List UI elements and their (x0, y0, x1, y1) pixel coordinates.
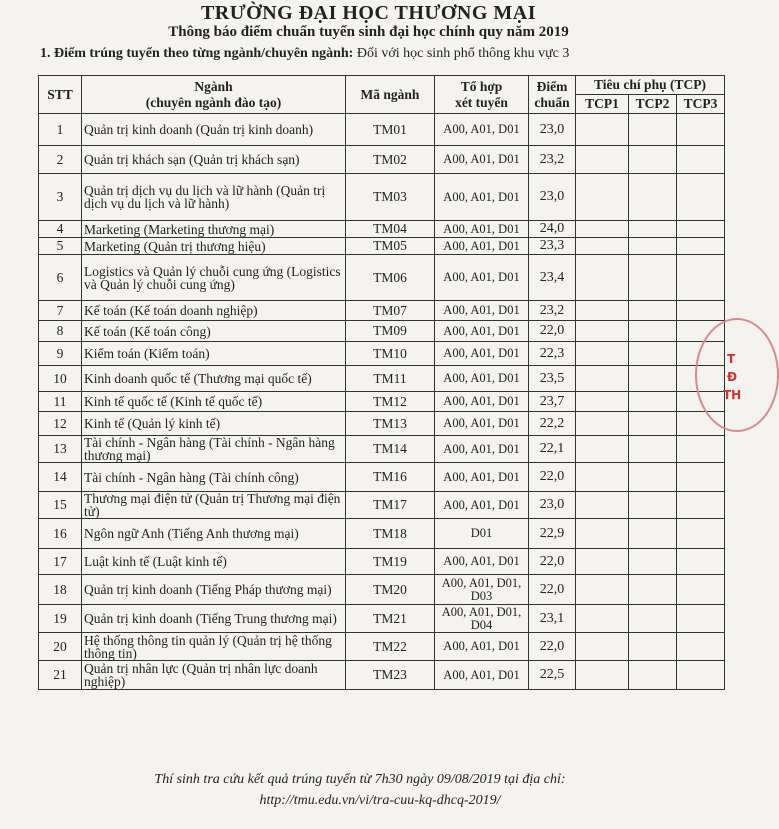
col-header-diem-line2: chuẩn (534, 94, 570, 110)
row-stt: 15 (39, 492, 82, 519)
row-benchmark-score: 22,0 (529, 575, 576, 605)
row-program-name: Kế toán (Kế toán doanh nghiệp) (82, 301, 346, 321)
row-subject-combination: A00, A01, D01, D03 (435, 575, 529, 605)
row-program-name: Logistics và Quản lý chuỗi cung ứng (Logistics và Quản lý chuỗi cung ứng) (82, 255, 346, 301)
col-header-stt: STT (39, 76, 82, 114)
row-program-code: TM12 (346, 392, 435, 412)
row-tcp2-cell (629, 321, 677, 342)
row-tcp3-cell (677, 146, 725, 174)
row-tcp3-cell (677, 255, 725, 301)
row-benchmark-score: 23,3 (529, 238, 576, 255)
row-tcp2-cell (629, 301, 677, 321)
row-benchmark-score: 23,5 (529, 366, 576, 392)
table-row (39, 321, 725, 342)
col-header-diem-line1: Điểm (536, 78, 568, 94)
row-program-code: TM13 (346, 412, 435, 436)
row-subject-combination: A00, A01, D01 (435, 633, 529, 661)
stamp-fragment-1: T (727, 352, 736, 366)
col-header-tcp2: TCP2 (629, 95, 677, 114)
row-program-code: TM21 (346, 605, 435, 633)
row-stt: 20 (39, 633, 82, 661)
row-benchmark-score: 22,9 (529, 519, 576, 549)
row-benchmark-score: 23,7 (529, 392, 576, 412)
row-tcp2-cell (629, 146, 677, 174)
row-subject-combination: A00, A01, D01 (435, 492, 529, 519)
row-benchmark-score: 23,2 (529, 146, 576, 174)
row-tcp1-cell (576, 301, 629, 321)
table-row (39, 412, 725, 436)
row-stt: 10 (39, 366, 82, 392)
row-benchmark-score: 23,4 (529, 255, 576, 301)
table-row (39, 146, 725, 174)
table-row (39, 366, 725, 392)
row-benchmark-score: 24,0 (529, 221, 576, 238)
section-note: Đối với học sinh phổ thông khu vực 3 (356, 46, 570, 61)
red-seal-stamp (695, 318, 779, 432)
row-subject-combination: A00, A01, D01 (435, 412, 529, 436)
row-stt: 12 (39, 412, 82, 436)
table-row (39, 342, 725, 366)
row-program-code: TM01 (346, 114, 435, 146)
row-program-name: Quản trị kinh doanh (Tiếng Pháp thương mại) (82, 575, 346, 605)
row-program-code: TM22 (346, 633, 435, 661)
row-benchmark-score: 22,3 (529, 342, 576, 366)
table-row (39, 463, 725, 492)
row-tcp1-cell (576, 549, 629, 575)
col-header-tcp1: TCP1 (576, 95, 629, 114)
row-benchmark-score: 22,0 (529, 549, 576, 575)
row-tcp3-cell (677, 301, 725, 321)
footer-note: Thí sinh tra cứu kết quả trúng tuyển từ 7h30 ngày 09/08/2019 tại địa chỉ: (154, 772, 566, 787)
row-tcp1-cell (576, 436, 629, 463)
row-benchmark-score: 22,2 (529, 412, 576, 436)
row-tcp2-cell (629, 238, 677, 255)
row-tcp2-cell (629, 661, 677, 690)
row-stt: 13 (39, 436, 82, 463)
row-program-code: TM06 (346, 255, 435, 301)
row-tcp2-cell (629, 519, 677, 549)
row-subject-combination: A00, A01, D01 (435, 392, 529, 412)
row-stt: 3 (39, 174, 82, 221)
row-stt: 8 (39, 321, 82, 342)
row-tcp1-cell (576, 366, 629, 392)
row-tcp1-cell (576, 661, 629, 690)
row-program-code: TM02 (346, 146, 435, 174)
table-row (39, 519, 725, 549)
row-subject-combination: D01 (435, 519, 529, 549)
row-subject-combination: A00, A01, D01 (435, 255, 529, 301)
admission-score-table (38, 75, 725, 690)
row-tcp3-cell (677, 661, 725, 690)
row-stt: 19 (39, 605, 82, 633)
table-row (39, 114, 725, 146)
row-subject-combination: A00, A01, D01 (435, 238, 529, 255)
row-tcp3-cell (677, 492, 725, 519)
row-program-name: Quản trị kinh doanh (Tiếng Trung thương mại) (82, 605, 346, 633)
col-header-tcp-group: Tiêu chí phụ (TCP) (576, 76, 725, 95)
row-subject-combination: A00, A01, D01 (435, 436, 529, 463)
row-tcp1-cell (576, 146, 629, 174)
row-tcp3-cell (677, 463, 725, 492)
table-row (39, 633, 725, 661)
stamp-fragment-3: TH (723, 388, 742, 402)
table-row (39, 549, 725, 575)
section-heading-text: 1. Điểm trúng tuyển theo từng ngành/chuyên ngành: (40, 46, 354, 61)
row-stt: 6 (39, 255, 82, 301)
row-program-code: TM03 (346, 174, 435, 221)
row-stt: 14 (39, 463, 82, 492)
row-program-code: TM16 (346, 463, 435, 492)
row-tcp2-cell (629, 412, 677, 436)
row-benchmark-score: 23,0 (529, 114, 576, 146)
table-row (39, 174, 725, 221)
row-program-name: Kinh tế quốc tế (Kinh tế quốc tế) (82, 392, 346, 412)
row-tcp3-cell (677, 238, 725, 255)
row-program-name: Marketing (Marketing thương mại) (82, 221, 346, 238)
row-tcp2-cell (629, 492, 677, 519)
row-tcp3-cell (677, 519, 725, 549)
row-stt: 9 (39, 342, 82, 366)
row-tcp2-cell (629, 605, 677, 633)
col-header-nganh-line1: Ngành (194, 78, 233, 94)
row-stt: 18 (39, 575, 82, 605)
row-tcp1-cell (576, 605, 629, 633)
row-program-name: Kinh doanh quốc tế (Thương mại quốc tế) (82, 366, 346, 392)
row-tcp2-cell (629, 436, 677, 463)
row-stt: 7 (39, 301, 82, 321)
row-benchmark-score: 23,2 (529, 301, 576, 321)
row-tcp3-cell (677, 633, 725, 661)
row-tcp1-cell (576, 575, 629, 605)
row-program-code: TM14 (346, 436, 435, 463)
row-tcp3-cell (677, 605, 725, 633)
row-subject-combination: A00, A01, D01 (435, 463, 529, 492)
row-tcp2-cell (629, 342, 677, 366)
row-program-name: Marketing (Quản trị thương hiệu) (82, 238, 346, 255)
col-header-to-hop (435, 76, 529, 114)
row-tcp2-cell (629, 255, 677, 301)
row-program-code: TM05 (346, 238, 435, 255)
row-tcp2-cell (629, 174, 677, 221)
table-row (39, 255, 725, 301)
row-tcp1-cell (576, 519, 629, 549)
table-row (39, 238, 725, 255)
row-tcp1-cell (576, 321, 629, 342)
table-row (39, 436, 725, 463)
row-subject-combination: A00, A01, D01 (435, 549, 529, 575)
stamp-fragment-2: Đ (727, 370, 738, 384)
row-program-code: TM20 (346, 575, 435, 605)
page-title: TRƯỜNG ĐẠI HỌC THƯƠNG MẠI (200, 2, 537, 24)
row-program-code: TM09 (346, 321, 435, 342)
row-program-name: Tài chính - Ngân hàng (Tài chính công) (82, 463, 346, 492)
page-subtitle: Thông báo điểm chuẩn tuyển sinh đại học chính quy năm 2019 (168, 24, 569, 40)
col-header-tcp3: TCP3 (677, 95, 725, 114)
row-tcp1-cell (576, 463, 629, 492)
row-program-code: TM10 (346, 342, 435, 366)
row-tcp3-cell (677, 221, 725, 238)
row-benchmark-score: 22,0 (529, 463, 576, 492)
row-tcp2-cell (629, 575, 677, 605)
footer-url: http://tmu.edu.vn/vi/tra-cuu-kq-dhcq-2019/ (259, 793, 501, 808)
table-row (39, 605, 725, 633)
row-program-name: Quản trị dịch vụ du lịch và lữ hành (Quản trị dịch vụ du lịch và lữ hành) (82, 174, 346, 221)
row-tcp1-cell (576, 255, 629, 301)
col-header-nganh (82, 76, 346, 114)
row-benchmark-score: 22,0 (529, 321, 576, 342)
row-benchmark-score: 23,0 (529, 174, 576, 221)
table-row (39, 575, 725, 605)
col-header-ma-nganh: Mã ngành (346, 76, 435, 114)
row-benchmark-score: 22,0 (529, 633, 576, 661)
row-tcp1-cell (576, 221, 629, 238)
col-header-nganh-line2: (chuyên ngành đào tạo) (145, 94, 282, 110)
row-program-code: TM17 (346, 492, 435, 519)
row-benchmark-score: 22,1 (529, 436, 576, 463)
row-tcp2-cell (629, 463, 677, 492)
row-stt: 21 (39, 661, 82, 690)
row-subject-combination: A00, A01, D01 (435, 221, 529, 238)
row-tcp2-cell (629, 114, 677, 146)
row-tcp3-cell (677, 174, 725, 221)
row-stt: 5 (39, 238, 82, 255)
row-tcp1-cell (576, 412, 629, 436)
table-row (39, 301, 725, 321)
table-row (39, 392, 725, 412)
row-tcp1-cell (576, 633, 629, 661)
row-stt: 1 (39, 114, 82, 146)
row-tcp3-cell (677, 114, 725, 146)
row-program-name: Kiểm toán (Kiểm toán) (82, 342, 346, 366)
row-program-code: TM04 (346, 221, 435, 238)
col-header-diem (529, 76, 576, 114)
row-subject-combination: A00, A01, D01 (435, 301, 529, 321)
row-program-name: Luật kinh tế (Luật kinh tế) (82, 549, 346, 575)
row-tcp3-cell (677, 549, 725, 575)
row-stt: 16 (39, 519, 82, 549)
row-program-code: TM18 (346, 519, 435, 549)
row-program-name: Quản trị kinh doanh (Quản trị kinh doanh) (82, 114, 346, 146)
row-subject-combination: A00, A01, D01, D04 (435, 605, 529, 633)
row-program-code: TM11 (346, 366, 435, 392)
row-program-code: TM19 (346, 549, 435, 575)
section-heading (40, 46, 569, 62)
row-stt: 17 (39, 549, 82, 575)
row-tcp1-cell (576, 492, 629, 519)
row-tcp2-cell (629, 366, 677, 392)
row-program-name: Thương mại điện tử (Quản trị Thương mại điện tử) (82, 492, 346, 519)
row-tcp1-cell (576, 174, 629, 221)
row-subject-combination: A00, A01, D01 (435, 661, 529, 690)
row-program-name: Tài chính - Ngân hàng (Tài chính - Ngân hàng thương mại) (82, 436, 346, 463)
row-stt: 4 (39, 221, 82, 238)
row-subject-combination: A00, A01, D01 (435, 146, 529, 174)
col-header-to-hop-line1: Tổ hợp (460, 78, 503, 94)
row-tcp3-cell (677, 436, 725, 463)
table-row (39, 492, 725, 519)
row-tcp3-cell (677, 575, 725, 605)
row-program-code: TM07 (346, 301, 435, 321)
row-tcp2-cell (629, 392, 677, 412)
row-tcp2-cell (629, 549, 677, 575)
row-program-name: Quản trị khách sạn (Quản trị khách sạn) (82, 146, 346, 174)
row-program-name: Hệ thống thông tin quản lý (Quản trị hệ thống thông tin) (82, 633, 346, 661)
row-program-name: Quản trị nhân lực (Quản trị nhân lực doanh nghiệp) (82, 661, 346, 690)
table-row (39, 661, 725, 690)
row-stt: 11 (39, 392, 82, 412)
row-program-name: Kinh tế (Quản lý kinh tế) (82, 412, 346, 436)
row-subject-combination: A00, A01, D01 (435, 114, 529, 146)
row-subject-combination: A00, A01, D01 (435, 321, 529, 342)
table-body (39, 114, 725, 690)
row-tcp1-cell (576, 238, 629, 255)
row-benchmark-score: 22,5 (529, 661, 576, 690)
row-subject-combination: A00, A01, D01 (435, 366, 529, 392)
row-benchmark-score: 23,1 (529, 605, 576, 633)
row-tcp2-cell (629, 221, 677, 238)
row-program-name: Kế toán (Kế toán công) (82, 321, 346, 342)
row-subject-combination: A00, A01, D01 (435, 174, 529, 221)
row-tcp1-cell (576, 114, 629, 146)
row-tcp1-cell (576, 392, 629, 412)
table-row (39, 221, 725, 238)
row-program-name: Ngôn ngữ Anh (Tiếng Anh thương mại) (82, 519, 346, 549)
row-program-code: TM23 (346, 661, 435, 690)
row-tcp1-cell (576, 342, 629, 366)
row-stt: 2 (39, 146, 82, 174)
col-header-to-hop-line2: xét tuyển (455, 94, 508, 110)
row-subject-combination: A00, A01, D01 (435, 342, 529, 366)
row-benchmark-score: 23,0 (529, 492, 576, 519)
row-tcp2-cell (629, 633, 677, 661)
